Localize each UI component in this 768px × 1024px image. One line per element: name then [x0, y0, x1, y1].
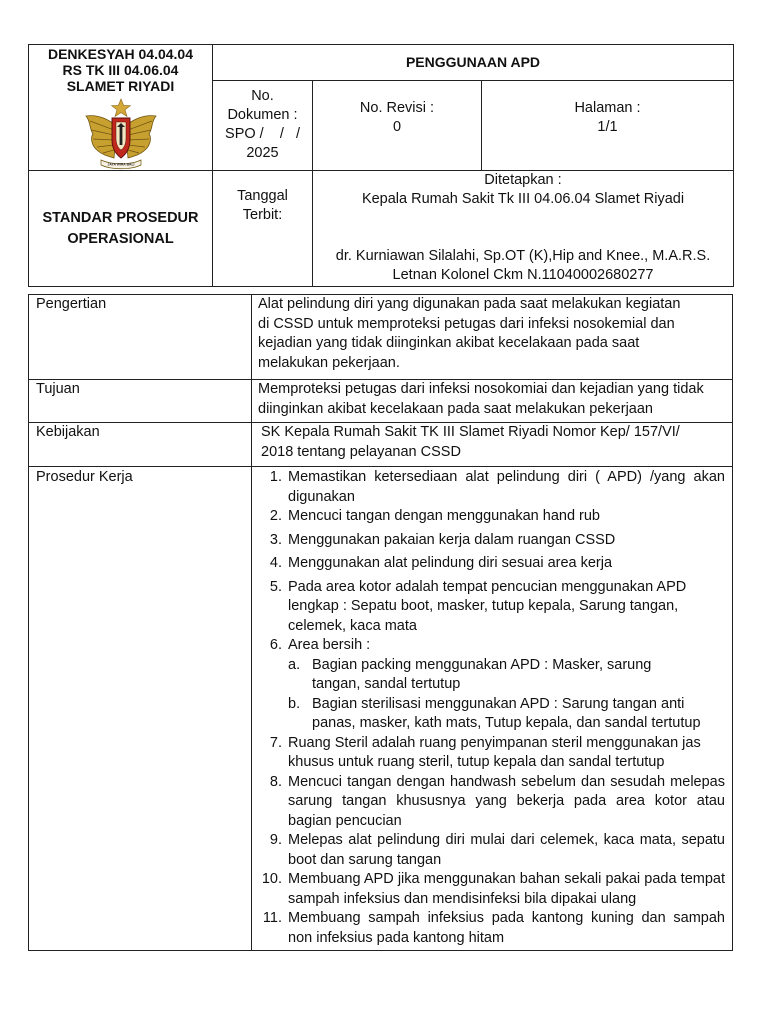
- hospital-emblem-logo: [81, 98, 161, 170]
- kebijakan-label: Kebijakan: [29, 423, 252, 467]
- procedure-step: 8. Mencuci tangan dengan handwash sebelum dan sesudah melepas sarung tangan khususnya yang bekerja pada area kotor atau bagian pencucian: [269, 773, 725, 829]
- institution-cell: [29, 45, 213, 171]
- approver-rank: Letnan Kolonel Ckm N.11040002680277: [392, 267, 654, 283]
- approval-cell: [313, 171, 734, 287]
- procedure-step: 4. Menggunakan alat pelindung diri sesuai area kerja: [269, 555, 613, 571]
- sop-label-cell: [29, 171, 213, 287]
- page-value: 1/1: [597, 118, 618, 135]
- institution-name-line1: DENKESYAH 04.04.04: [47, 46, 193, 62]
- document-number-value: SPO / / /: [225, 126, 300, 143]
- issued-date-label-line2: Terbit:: [242, 207, 283, 223]
- institution-name-line2: RS TK III 04.06.04: [62, 62, 179, 78]
- sop-header-table: [28, 44, 734, 287]
- procedure-step: 11. Membuang sampah infeksius pada kantong kuning dan sampah non infeksius pada kantong hitam: [262, 910, 725, 946]
- tujuan-row: [29, 380, 733, 423]
- document-number-label-line2: Dokumen :: [227, 107, 298, 124]
- approved-label: Ditetapkan :: [484, 172, 562, 188]
- procedure-step: 10. Membuang APD jika menggunakan bahan sekali pakai pada tempat sampah infeksius dan mendisinfeksi bila dipakai ulang: [261, 871, 725, 907]
- page-cell: [482, 80, 734, 170]
- page-label: Halaman :: [574, 99, 641, 116]
- pengertian-row: [29, 295, 733, 380]
- prosedur-label: Prosedur Kerja: [29, 467, 252, 951]
- pengertian-line: kejadian yang tidak diinginkan akibat kecelakaan pada saat: [258, 335, 640, 351]
- document-title: PENGGUNAAN APD: [213, 45, 734, 81]
- institution-name-line3: SLAMET RIYADI: [66, 78, 175, 94]
- document-number-cell: [213, 80, 313, 170]
- procedure-step: 9. Melepas alat pelindung diri mulai dari celemek, kaca mata, sepatu boot dan sarung tangan: [269, 832, 725, 868]
- document-number-label-line1: No.: [251, 88, 274, 105]
- prosedur-row: [29, 467, 733, 951]
- procedure-step: 2. Mencuci tangan dengan menggunakan hand rub: [269, 508, 600, 524]
- sop-content-table: [28, 294, 733, 951]
- signature-space: [313, 209, 733, 247]
- emblem-motto-text: JAYA WIRA BALI: [106, 162, 135, 167]
- procedure-step: 3. Menggunakan pakaian kerja dalam ruangan CSSD: [269, 531, 616, 548]
- procedure-steps-list: [258, 468, 725, 948]
- kebijakan-line: SK Kepala Rumah Sakit TK III Slamet Riyadi Nomor Kep/ 157/VI/: [261, 424, 680, 440]
- procedure-substep: b. Bagian sterilisasi menggunakan APD : Sarung tangan anti panas, masker, kath mats, Tutup kepala, dan sandal tertutup: [288, 695, 701, 731]
- procedure-substeps-list: [288, 656, 725, 734]
- sop-label-line2: OPERASIONAL: [67, 230, 174, 247]
- sop-label-line1: STANDAR PROSEDUR: [42, 209, 199, 226]
- tujuan-content: [252, 380, 733, 423]
- pengertian-line: Alat pelindung diri yang digunakan pada saat melakukan kegiatan: [258, 296, 681, 312]
- revision-cell: [313, 80, 482, 170]
- prosedur-content: [252, 467, 733, 951]
- issued-date-label-line1: Tanggal: [237, 188, 288, 204]
- tujuan-line: Memproteksi petugas dari infeksi nosokomiai dan kejadian yang tidak: [258, 381, 704, 397]
- procedure-substep: a. Bagian packing menggunakan APD : Masker, sarung tangan, sandal tertutup: [288, 656, 652, 692]
- revision-value: 0: [392, 118, 402, 135]
- tujuan-label: Tujuan: [29, 380, 252, 423]
- pengertian-line: melakukan pekerjaan.: [258, 354, 400, 371]
- kebijakan-line: 2018 tentang pelayanan CSSD: [261, 443, 461, 460]
- pengertian-label: Pengertian: [29, 295, 252, 380]
- approver-title: Kepala Rumah Sakit Tk III 04.06.04 Slamet Riyadi: [361, 191, 685, 207]
- document-number-year: 2025: [246, 145, 279, 162]
- revision-label: No. Revisi :: [359, 99, 435, 116]
- issued-date-cell: [213, 171, 313, 287]
- pengertian-line: di CSSD untuk memproteksi petugas dari infeksi nosokemial dan: [258, 315, 675, 332]
- pengertian-content: [252, 295, 733, 380]
- procedure-step: 6. Area bersih : a. Bagian packing menggunakan APD : Masker, sarung tangan, sandal tertutup b. Bagian sterilisasi menggunakan APD : Sarung tangan anti panas, masker, kath mats, Tutup kepala, dan sandal tertutup: [258, 636, 725, 734]
- approver-name: dr. Kurniawan Silalahi, Sp.OT (K),Hip and Knee., M.A.R.S.: [335, 248, 711, 264]
- procedure-step: 1. Memastikan ketersediaan alat pelindung diri ( APD) /yang akan digunakan: [269, 469, 725, 505]
- procedure-step: 7. Ruang Steril adalah ruang penyimpanan steril menggunakan jas khusus untuk ruang steril, tutup kepala dan sandal tertutup: [269, 734, 701, 770]
- tujuan-line: diinginkan akibat kecelakaan pada saat melakukan pekerjaan: [258, 400, 653, 417]
- kebijakan-row: [29, 423, 733, 467]
- kebijakan-content: [252, 423, 733, 467]
- procedure-step: 5. Pada area kotor adalah tempat pencucian menggunakan APD lengkap : Sepatu boot, masker, tutup kepala, Sarung tangan, celemek, kaca mata: [269, 578, 687, 634]
